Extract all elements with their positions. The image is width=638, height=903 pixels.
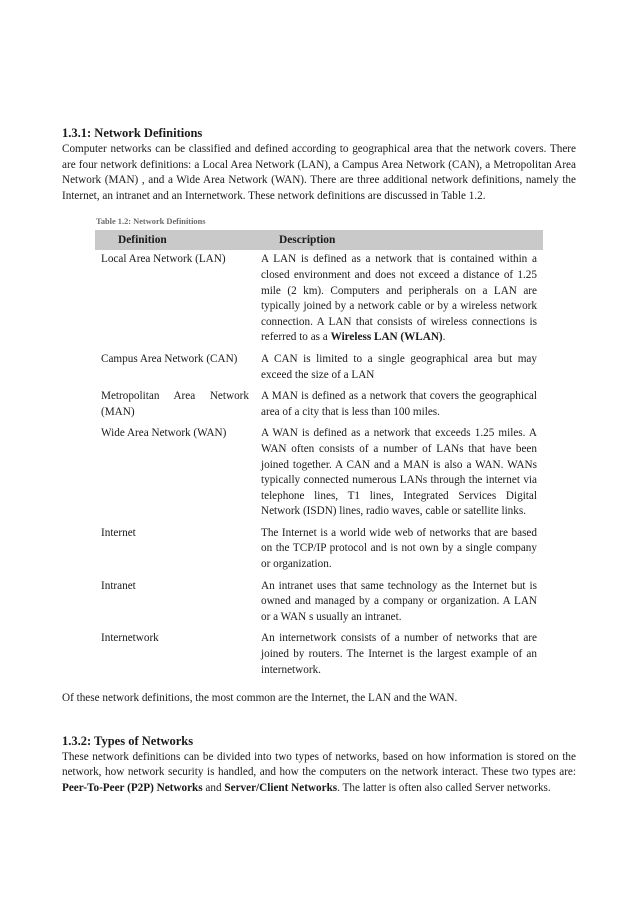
description-bold: Wireless LAN (WLAN) xyxy=(330,331,443,344)
intro-paragraph: Computer networks can be classified and defined according to geographical area that the network covers. There are four network definitions: a Local Area Network (LAN), a Campus Area Network (CAN), a Metropolitan Area Network (MAN) , and a Wide Area Network (WAN). There are three additional network definitions, namely the Internet, an intranet and an Internetwork. These network definitions are discussed in Table 1.2. xyxy=(62,143,576,202)
p2p-term: Peer-To-Peer (P2P) Networks xyxy=(62,782,203,794)
table-row xyxy=(95,350,543,387)
description-cell: The Internet is a world wide web of networks that are based on the TCP/IP protocol and is not own by a single company or organization. xyxy=(261,526,537,571)
header-description: Description xyxy=(255,230,543,250)
table-row xyxy=(95,250,543,350)
document-page xyxy=(62,126,576,797)
table-row xyxy=(95,424,543,524)
term-cell: Wide Area Network (WAN) xyxy=(101,427,227,440)
types-text-mid: and xyxy=(202,782,225,794)
term-cell: Internetwork xyxy=(101,632,159,645)
server-client-term: Server/Client Networks xyxy=(224,782,338,794)
description-cell: A MAN is defined as a network that covers the geographical area of a city that is less than 100 miles. xyxy=(261,390,537,418)
term-cell: Campus Area Network (CAN) xyxy=(101,352,238,365)
term-cell: Metropolitan Area Network (MAN) xyxy=(101,390,249,418)
table-row xyxy=(95,629,543,680)
types-text-end: . The latter is often also called Server networks. xyxy=(337,782,551,794)
section-types-of-networks xyxy=(62,734,576,797)
description-cell: An internetwork consists of a number of networks that are joined by routers. The Internet is the largest example of an internetwork. xyxy=(261,632,537,676)
table-caption: Table 1.2: Network Definitions xyxy=(96,217,206,227)
term-cell: Internet xyxy=(101,526,136,539)
header-definition: Definition xyxy=(95,230,255,250)
description-end: . xyxy=(442,331,446,344)
description-cell: A WAN is defined as a network that exceeds 1.25 miles. A WAN often consists of a number of LANs that have been joined together. A CAN and a MAN is also a WAN. WANs typically connected numerous LANs through the internet via telephone lines, T1 lines, Integrated Services Digital Network (ISDN) lines, radio waves, cable or satellite links. xyxy=(261,427,537,518)
network-definitions-table xyxy=(95,230,543,680)
types-paragraph xyxy=(62,750,576,797)
description-cell: An intranet uses that same technology as the Internet but is owned and managed by a company or organization. A LAN or a WAN s usually an intranet. xyxy=(261,579,537,623)
table-row xyxy=(95,524,543,577)
table-header-row xyxy=(95,230,543,250)
table-row xyxy=(95,577,543,630)
table-row xyxy=(95,387,543,424)
types-text-start: These network definitions can be divided into two types of networks, based on how information is stored on the network, how network security is handled, and how the computers on the network interact. These two types are: xyxy=(62,750,576,779)
description-cell: A CAN is limited to a single geographical area but may exceed the size of a LAN xyxy=(261,352,537,381)
term-cell: Intranet xyxy=(101,579,136,592)
description-cell xyxy=(255,250,543,350)
summary-paragraph: Of these network definitions, the most common are the Internet, the LAN and the WAN. xyxy=(62,692,458,705)
section-heading-types-of-networks: 1.3.2: Types of Networks xyxy=(62,733,194,748)
description-text: A LAN is defined as a network that is contained within a closed environment and does not exceed a distance of 1.25 mile (2 km). Computers and peripherals on a LAN are typically joined by a network cable or by a wireless network connection. A LAN that consists of wireless connections is referred to as a xyxy=(261,253,537,344)
section-heading-network-definitions: 1.3.1: Network Definitions xyxy=(62,126,203,140)
term-cell: Local Area Network (LAN) xyxy=(101,253,226,266)
